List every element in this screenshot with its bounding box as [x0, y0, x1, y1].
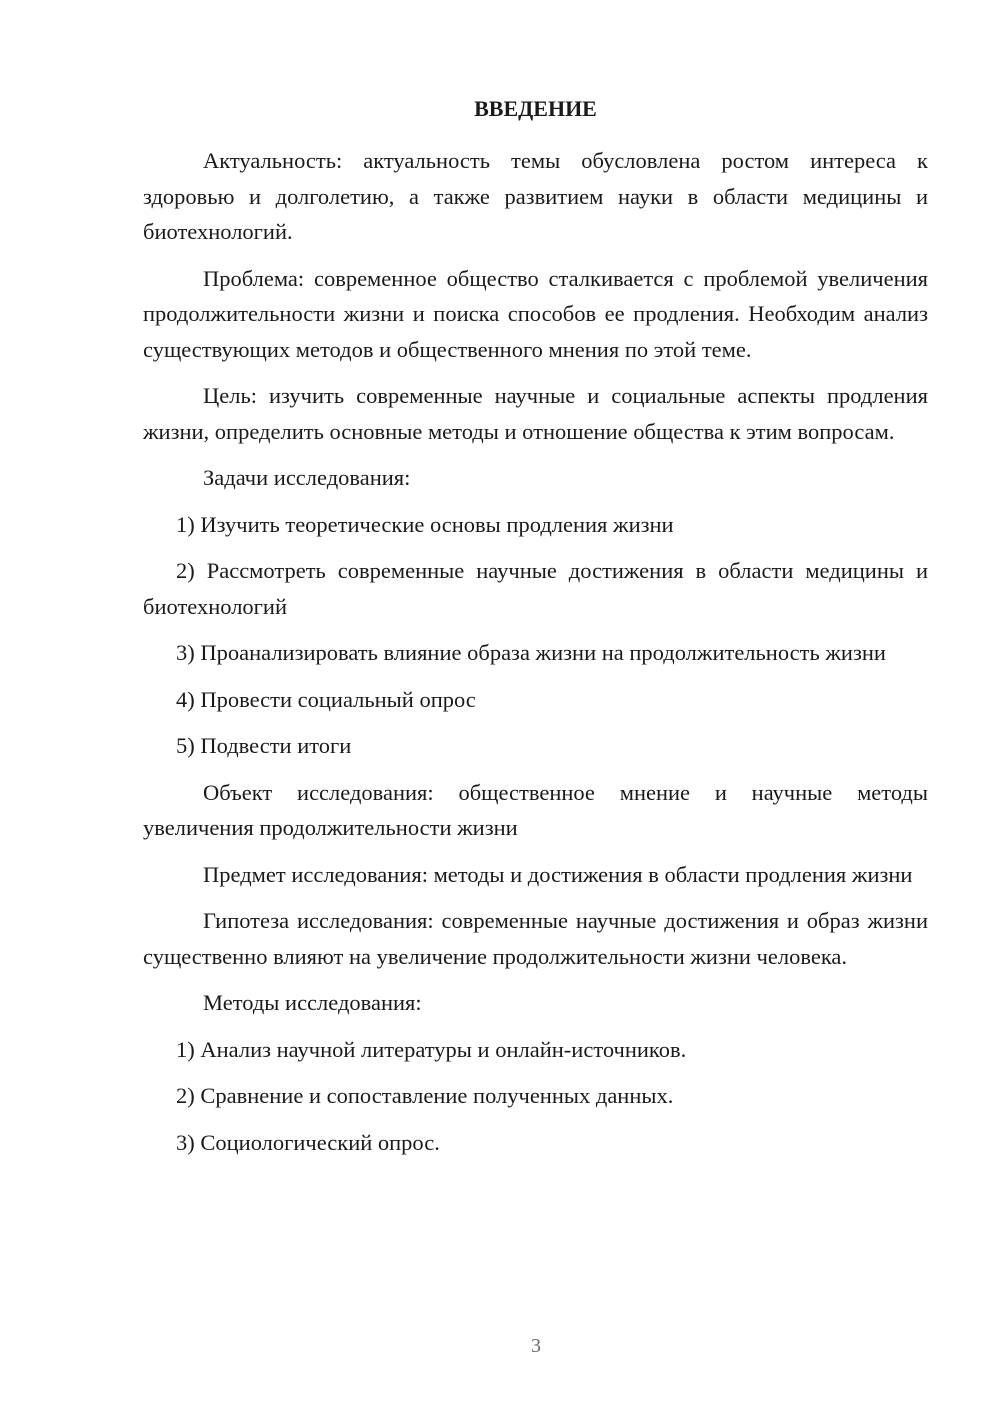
document-body — [143, 143, 928, 1171]
list-item-method-2: 2) Сравнение и сопоставление полученных данных. — [176, 1083, 674, 1108]
list-item-task-2: 2) Рассмотреть современные научные достижения в области медицины и биотехнологий — [143, 558, 928, 619]
paragraph-methods-heading: Методы исследования: — [203, 990, 422, 1015]
list-item-task-5: 5) Подвести итоги — [176, 733, 352, 758]
paragraph-problem: Проблема: современное общество сталкивается с проблемой увеличения продолжительности жизни и поиска способов ее продления. Необходим анализ существующих методов и общественного мнения по этой теме. — [143, 265, 928, 362]
paragraph-relevance: Актуальность: актуальность темы обусловлена ростом интереса к здоровью и долголетию, а также развитием науки в области медицины и биотехнологий. — [143, 148, 928, 244]
page-number: 3 — [531, 1335, 541, 1357]
paragraph-subject: Предмет исследования: методы и достижения в области продления жизни — [203, 861, 913, 887]
page-title: ВВЕДЕНИЕ — [474, 96, 597, 121]
paragraph-goal: Цель: изучить современные научные и социальные аспекты продления жизни, определить основные методы и отношение общества к этим вопросам. — [143, 383, 928, 444]
list-item-task-4: 4) Провести социальный опрос — [176, 686, 476, 712]
list-item-method-3: 3) Социологический опрос. — [176, 1129, 440, 1155]
paragraph-object: Объект исследования: общественное мнение и научные методы увеличения продолжительности жизни — [143, 779, 928, 840]
list-item-method-1: 1) Анализ научной литературы и онлайн-источников. — [176, 1036, 687, 1062]
paragraph-tasks-heading: Задачи исследования: — [203, 465, 411, 490]
list-item-task-3: 3) Проанализировать влияние образа жизни на продолжительность жизни — [176, 640, 886, 665]
list-item-task-1: 1) Изучить теоретические основы продления жизни — [176, 511, 674, 537]
paragraph-hypothesis: Гипотеза исследования: современные научные достижения и образ жизни существенно влияют на увеличение продолжительности жизни человека. — [143, 908, 928, 969]
